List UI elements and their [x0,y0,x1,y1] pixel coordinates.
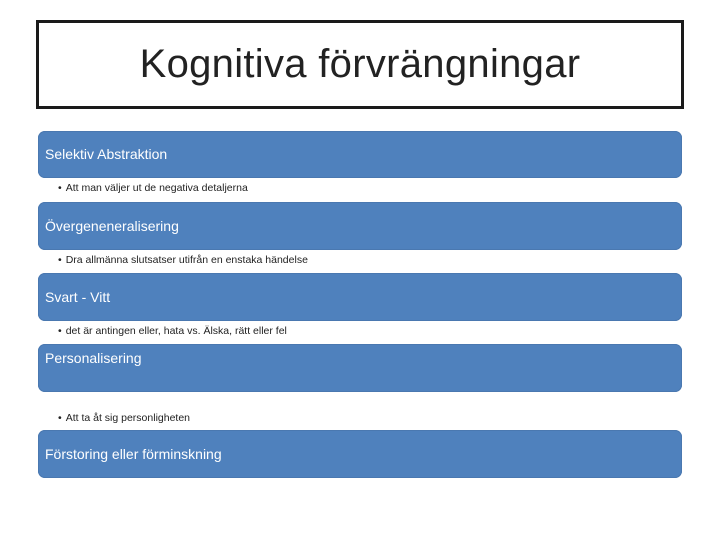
topic-heading: Selektiv Abstraktion [45,146,168,162]
topic-bullet [58,182,248,194]
bullet-text: Dra allmänna slutsatser utifrån en enstaka händelse [65,254,308,266]
topic-bar-svart-vitt [38,273,682,321]
topic-bar-personalisering [38,344,682,392]
bullet-text: Att man väljer ut de negativa detaljerna [65,182,248,194]
topic-heading: Förstoring eller förminskning [45,446,222,462]
topic-bullet [58,254,308,266]
topic-bar-selektiv-abstraktion [38,131,682,178]
slide-title: Kognitiva förvrängningar [139,42,581,86]
slide-title-box [36,20,684,109]
bullet-text: Att ta åt sig personligheten [65,412,191,424]
topic-bar-forstoring [38,430,682,478]
bullet-icon: • [58,182,62,194]
topic-bar-overgeneralisering [38,202,682,250]
topic-heading: Övergeneneralisering [45,218,179,234]
topic-bullet [58,325,287,337]
bullet-icon: • [58,412,62,424]
topic-heading: Personalisering [45,350,142,366]
bullet-icon: • [58,254,62,266]
bullet-icon: • [58,325,62,337]
topic-heading: Svart - Vitt [45,289,111,305]
topic-bullet [58,412,190,424]
bullet-text: det är antingen eller, hata vs. Älska, rätt eller fel [65,325,287,337]
